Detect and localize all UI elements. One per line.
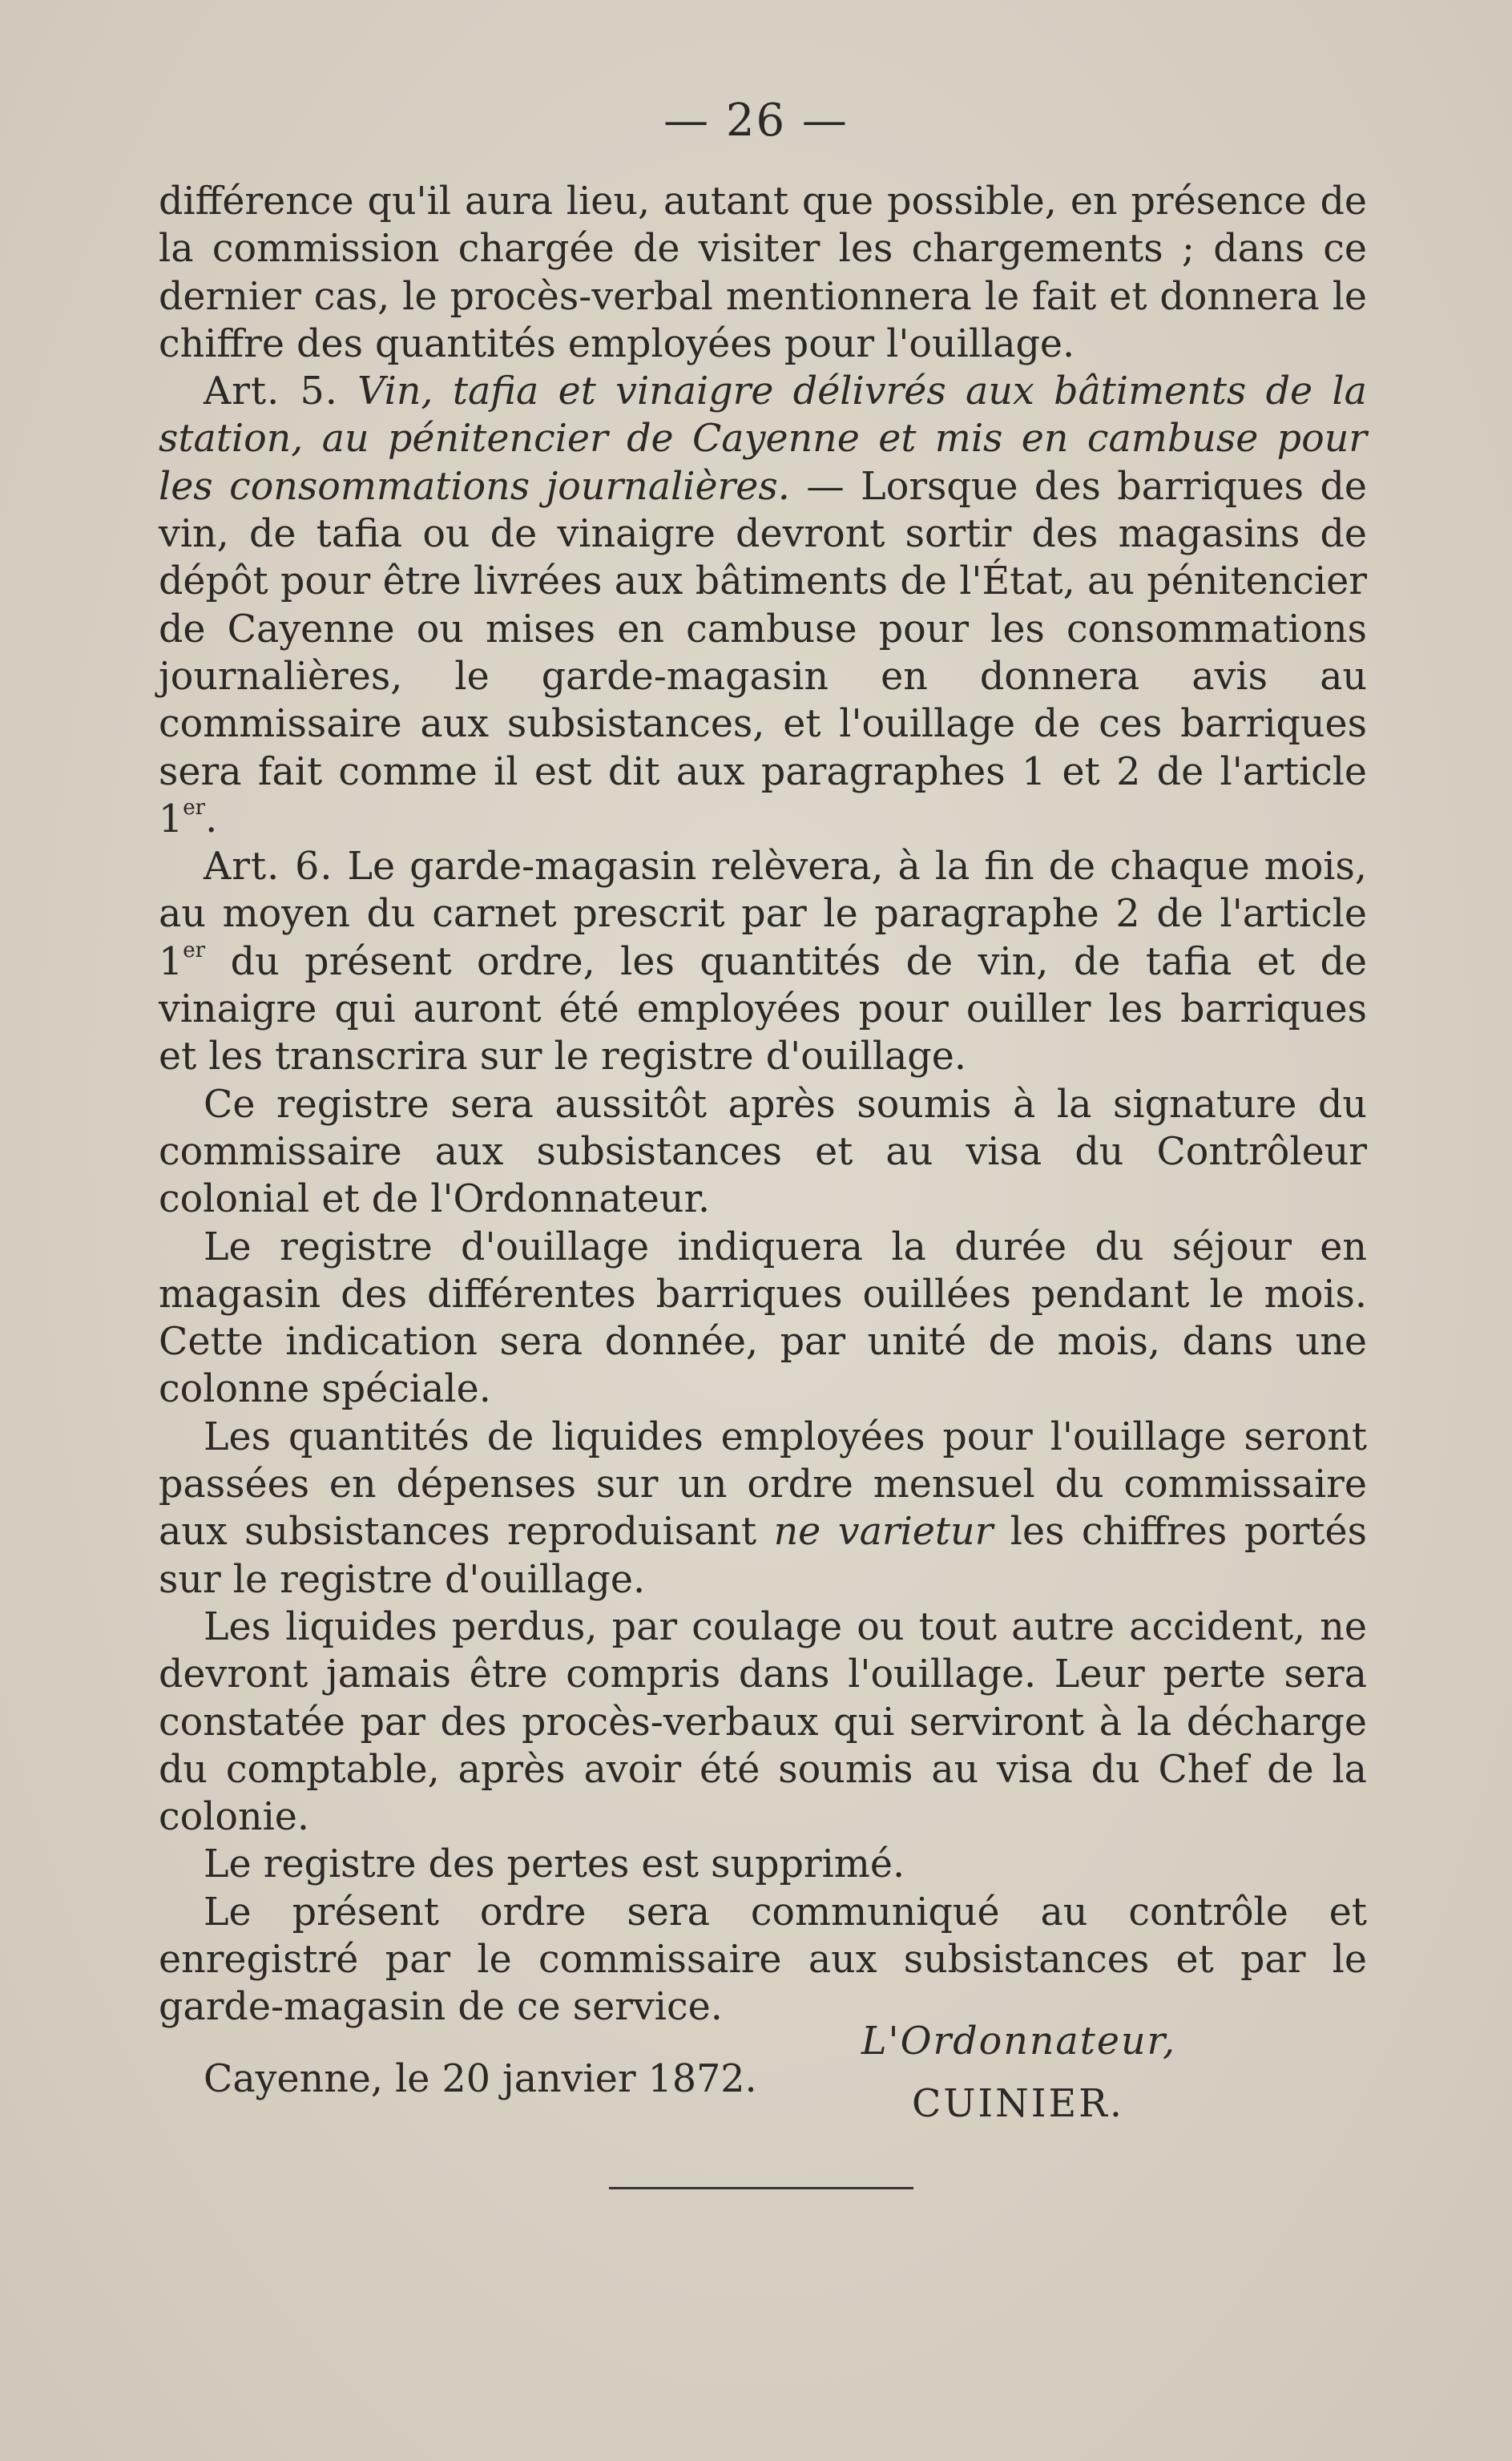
- signature-name: CUINIER.: [912, 2082, 1125, 2126]
- article-6-ref-superscript: er: [183, 938, 206, 962]
- article-5-body: — Lorsque des barriques de vin, de tafia ou de vinaigre devront sortir des magasins de dépôt pour être livrées aux bâtiments de l'État, au pénitencier de Cayenne ou mises en cambuse pour les consommations journalières, le garde-magasin en donnera avis au commissaire aux subsistances, et l'ouillage de ces barriques sera fait comme il est dit aux paragraphes 1 et 2 de l'article: [159, 464, 1367, 794]
- paragraph-quantites-italic: ne varietur: [773, 1510, 994, 1555]
- article-5-ref-superscript: er: [183, 795, 206, 820]
- paragraph-duree: Le registre d'ouillage indiquera la durée du séjour en magasin des différentes barriques ouillées pendant le mois. Cette indication sera donnée, par unité de mois, dans une colonne spéciale.: [159, 1224, 1367, 1412]
- article-6-body-b: du présent ordre, les quantités de vin, de tafia et de vinaigre qui auront été employées pour ouiller les barriques et les transcrira sur le registre d'ouillage.: [159, 939, 1367, 1079]
- signature-title: L'Ordonnateur,: [861, 2019, 1177, 2064]
- paragraph-quantites-a: Les quantités de liquides employées pour l'ouillage seront passées en dépenses sur un ordre mensuel du commissaire aux subsistances reproduisant: [159, 1414, 1367, 1555]
- page-number: — 26 —: [663, 95, 849, 147]
- article-5: [159, 368, 1367, 843]
- article-6: [159, 843, 1367, 1080]
- paragraph-registre: Ce registre sera aussitôt après soumis à la signature du commissaire aux subsistances et au visa du Contrôleur colonial et de l'Ordonnateur.: [159, 1082, 1367, 1222]
- body-text: [159, 178, 1367, 2103]
- paragraph-present: Le présent ordre sera communiqué au contrôle et enregistré par le commissaire aux subsistances et par le garde-magasin de ce service.: [159, 1890, 1367, 2030]
- article-6-ref-number: 1: [159, 939, 183, 984]
- paragraph-quantites: [159, 1414, 1367, 1604]
- article-5-title: Vin, tafia et vinaigre délivrés aux bâtiments de la station, au pénitencier de Cayenne et mis en cambuse pour les consommations journalières.: [159, 369, 1367, 509]
- article-5-ref-number: 1: [159, 797, 183, 841]
- paragraph-continuation: différence qu'il aura lieu, autant que possible, en présence de la commission chargée de visiter les chargements ; dans ce dernier cas, le procès-verbal mentionnera le fait et donnera le chiffre des quantités employées pour l'ouillage.: [159, 180, 1367, 366]
- paragraph-pertes: Le registre des pertes est supprimé.: [204, 1842, 905, 1887]
- article-5-end: .: [205, 797, 218, 841]
- date-line: Cayenne, le 20 janvier 1872.: [204, 2056, 757, 2101]
- paragraph-perdus: Les liquides perdus, par coulage ou tout autre accident, ne devront jamais être compris dans l'ouillage. Leur perte sera constatée par des procès-verbaux qui serviront à la décharge du comptable, après avoir été soumis au visa du Chef de la colonie.: [159, 1604, 1367, 1840]
- closing-rule: [609, 2187, 913, 2189]
- article-6-body-a: Le garde-magasin relèvera, à la fin de chaque mois, au moyen du carnet prescrit par le paragraphe 2 de l'article: [159, 845, 1367, 937]
- article-6-label: Art. 6.: [204, 845, 333, 890]
- article-5-label: Art. 5.: [204, 369, 338, 414]
- paragraph-quantites-b: les chiffres portés sur le registre d'ouillage.: [159, 1510, 1367, 1602]
